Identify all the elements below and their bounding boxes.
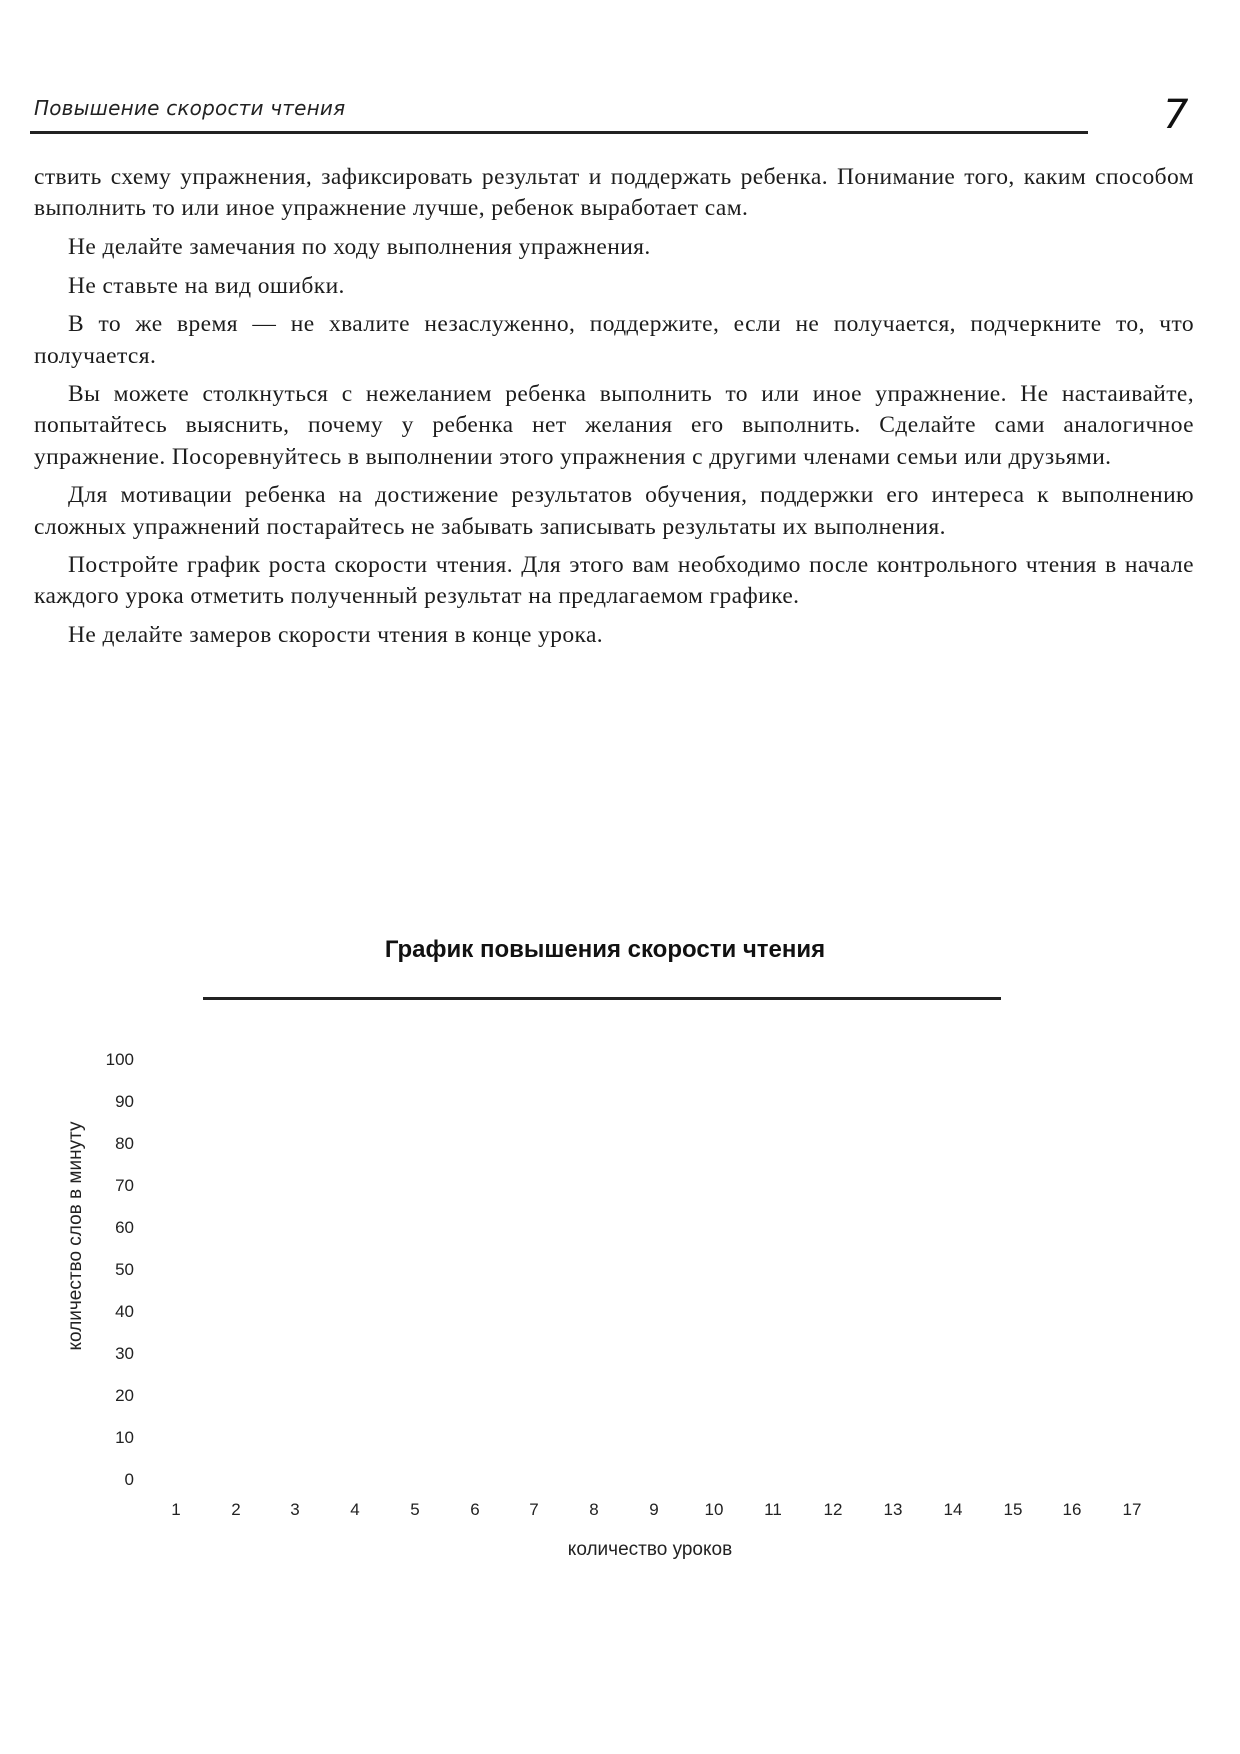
paragraph: Не делайте замеров скорости чтения в конце урока. (68, 622, 604, 649)
x-tick: 2 (231, 1500, 241, 1519)
x-tick: 14 (943, 1500, 963, 1519)
x-tick: 12 (823, 1500, 843, 1519)
x-tick: 8 (589, 1500, 599, 1519)
y-tick: 30 (115, 1344, 134, 1363)
x-tick: 9 (649, 1500, 659, 1519)
y-axis-label-text: количество слов в минуту (65, 1121, 86, 1351)
x-tick: 5 (410, 1500, 420, 1519)
x-tick: 15 (1003, 1500, 1023, 1519)
y-tick: 80 (115, 1134, 134, 1153)
plot-area (150, 1050, 1140, 1490)
y-tick: 70 (115, 1176, 134, 1195)
paragraph: Для мотивации ребенка на достижение результатов обучения, поддержки его интереса к выполнению сложных упражнений постарайтесь не забывать записывать результаты их выполнения. (34, 482, 1194, 540)
x-axis-label: количество уроков (567, 1539, 733, 1560)
paragraph: ствить схему упражнения, зафиксировать результат и поддержать ребенка. Понимание того, каким способом выполнить то или иное упражнение лучше, ребенок выработает сам. (34, 164, 1194, 222)
body-text (34, 162, 1194, 659)
y-tick: 60 (115, 1218, 134, 1237)
chart-title: График повышения скорости чтения (384, 936, 826, 963)
paragraph: Не делайте замечания по ходу выполнения упражнения. (68, 233, 651, 260)
y-tick: 100 (105, 1050, 134, 1069)
x-tick: 11 (764, 1500, 782, 1519)
running-title: Повышение скорости чтения (34, 96, 346, 120)
x-tick: 7 (529, 1500, 539, 1519)
y-tick: 40 (115, 1302, 134, 1321)
y-tick: 10 (115, 1428, 134, 1447)
y-tick: 50 (115, 1260, 134, 1279)
x-tick: 10 (704, 1500, 724, 1519)
paragraph: Постройте график роста скорости чтения. Для этого вам необходимо после контрольного чтения в начале каждого урока отметить полученный результат на предлагаемом графике. (34, 552, 1194, 610)
paragraph: Не ставьте на вид ошибки. (68, 272, 345, 299)
y-tick: 0 (124, 1470, 134, 1489)
x-tick: 17 (1122, 1500, 1142, 1519)
header-rule (30, 131, 1088, 134)
x-tick: 1 (171, 1500, 181, 1519)
x-tick: 16 (1062, 1500, 1082, 1519)
paragraph: В то же время — не хвалите незаслуженно, поддержите, если не получается, подчеркните то, что получается. (34, 311, 1194, 369)
x-tick: 13 (883, 1500, 903, 1519)
paragraph: Вы можете столкнуться с нежеланием ребенка выполнить то или иное упражнение. Не настаивайте, попытайтесь выяснить, почему у ребенка нет желания его выполнить. Сделайте сами аналогичное упражнение. Посоревнуйтесь в выполнении этого упражнения с другими членами семьи или друзьями. (34, 381, 1194, 470)
x-tick: 4 (350, 1500, 360, 1519)
y-tick: 90 (115, 1092, 134, 1111)
x-tick: 3 (290, 1500, 300, 1519)
x-tick: 6 (470, 1500, 480, 1519)
page-number: 7 (1163, 92, 1189, 138)
chart-title-rule (203, 997, 1001, 1000)
y-tick: 20 (115, 1386, 134, 1405)
